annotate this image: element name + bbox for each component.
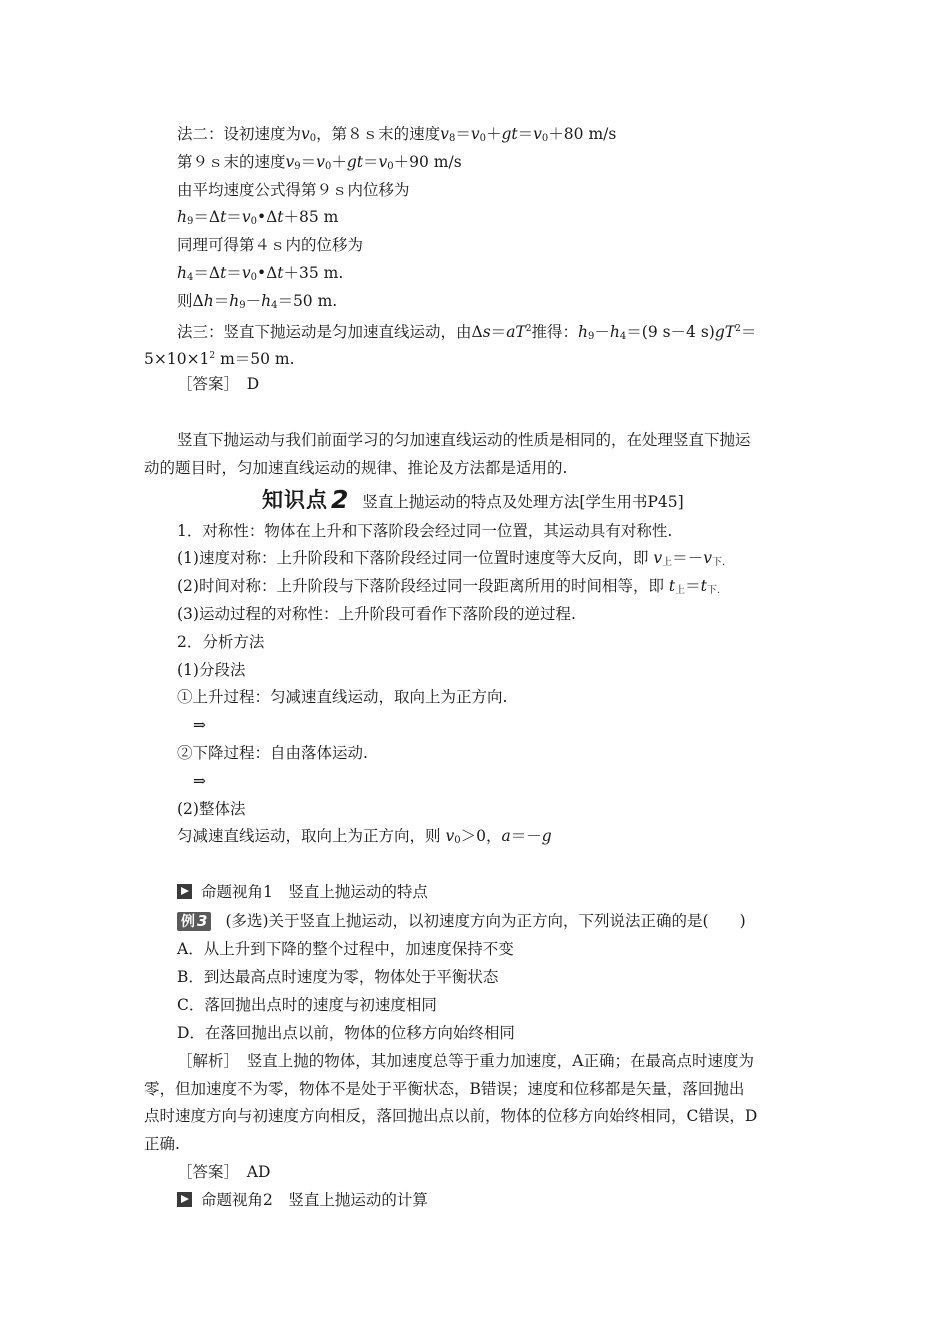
- method-three-line-1: 法三：竖直下抛运动是匀加速直线运动，由$\Delta s=aT^2$推得：$h_9-h_4=(9$ s－4 $s)gT^2=$: [177, 323, 757, 342]
- method-two-line-1: 法二：设初速度为$v_0$，第８ｓ末的速度$v_8=v_0+gt=v_0+80$ m/s: [177, 125, 617, 144]
- falling-process: ②下降过程：自由落体运动.: [177, 744, 368, 762]
- method-two-line-7: 则$\Delta h=h_9-h_4=50$ m.: [177, 292, 338, 311]
- process-symmetry: (3)运动过程的对称性：上升阶段可看作下落阶段的逆过程.: [177, 605, 576, 623]
- perspective-1: 命题视角1 竖直上抛运动的特点: [177, 882, 428, 902]
- method-three-line-2: $5\times 10\times 1^2$ m＝50 m.: [144, 350, 295, 368]
- knowledge-point-badge: 知识点: [262, 488, 328, 512]
- summary-paragraph-line-2: 动的题目时，匀加速直线运动的规律、推论及方法都是适用的.: [144, 459, 568, 477]
- analysis-line-1: ［解析］ 竖直上抛的物体，其加速度总等于重力加速度，A正确；在最高点时速度为: [177, 1052, 754, 1070]
- method-two-line-5: 同理可得第４ｓ内的位移为: [177, 236, 364, 254]
- summary-paragraph-line-1: 竖直下抛运动与我们前面学习的匀加速直线运动的性质是相同的，在处理竖直下抛运: [177, 431, 751, 449]
- analysis-line-4: 正确.: [144, 1135, 180, 1153]
- method-two-line-2: 第９ｓ末的速度$v_9=v_0+gt=v_0+90$ m/s: [177, 153, 462, 172]
- analysis-method-heading: 2．分析方法: [177, 633, 265, 651]
- analysis-line-3: 点时速度方向与初速度方向相反，落回抛出点以前，物体的位移方向始终相同，C错误，D: [144, 1107, 758, 1125]
- segment-method: (1)分段法: [177, 661, 246, 679]
- option-c: C．落回抛出点时的速度与初速度相同: [177, 996, 437, 1014]
- perspective-2: 命题视角2 竖直上抛运动的计算: [177, 1190, 428, 1210]
- example-3-question: 例 3 (多选)关于竖直上抛运动，以初速度方向为正方向，下列说法正确的是( ): [177, 911, 746, 931]
- velocity-symmetry: (1)速度对称：上升阶段和下落阶段经过同一位置时速度等大反向，即 $v_上=-v_{下.}$: [177, 549, 726, 568]
- knowledge-point-title: 竖直上抛运动的特点及处理方法[学生用书P45]: [362, 493, 684, 511]
- knowledge-point-heading: [262, 486, 684, 512]
- option-b: B．到达最高点时速度为零，物体处于平衡状态: [177, 968, 499, 986]
- rising-process: ①上升过程：匀减速直线运动，取向上为正方向.: [177, 688, 508, 706]
- method-two-line-4: $h_9=\Delta t=v_0•\Delta t+85$ m: [177, 208, 339, 227]
- symmetry-heading: 1．对称性：物体在上升和下落阶段会经过同一位置，其运动具有对称性.: [177, 522, 673, 540]
- method-two-line-3: 由平均速度公式得第９ｓ内位移为: [177, 181, 410, 199]
- implies-arrow-1: ⇒: [193, 716, 206, 734]
- analysis-line-2: 零，但加速度不为零，物体不是处于平衡状态，B错误；速度和位移都是矢量，落回抛出: [144, 1080, 745, 1098]
- knowledge-point-number: 2: [331, 485, 349, 514]
- time-symmetry: (2)时间对称：上升阶段与下落阶段经过同一段距离所用的时间相等，即 $t_上=t_{下.}$: [177, 577, 721, 596]
- option-d: D．在落回抛出点以前，物体的位移方向始终相同: [177, 1024, 515, 1042]
- answer-2: ［答案］ AD: [177, 1163, 271, 1181]
- play-triangle-icon: [177, 1192, 192, 1207]
- answer-1: ［答案］ D: [177, 375, 260, 393]
- example-badge: 例 3: [177, 912, 211, 931]
- whole-method: (2)整体法: [177, 800, 246, 818]
- whole-method-detail: 匀减速直线运动，取向上为正方向，则 $v_0>0$，a＝－g: [177, 827, 552, 846]
- option-a: A．从上升到下降的整个过程中，加速度保持不变: [177, 940, 514, 958]
- method-two-line-6: $h_4=\Delta t=v_0•\Delta t+35$ m.: [177, 264, 344, 283]
- play-triangle-icon: [177, 884, 192, 899]
- implies-arrow-2: ⇒: [193, 772, 206, 790]
